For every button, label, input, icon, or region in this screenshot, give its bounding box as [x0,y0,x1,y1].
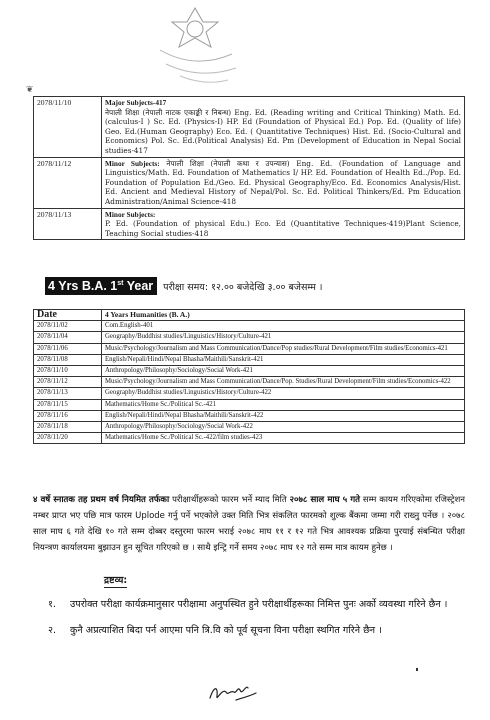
table-row [34,433,465,444]
table-row [34,332,465,343]
table-row [34,97,465,158]
university-seal-icon [140,4,250,88]
table-row [34,208,465,240]
table-row [34,399,465,410]
subjects-heading: Major Subjects-417 [105,98,167,107]
table-row [34,343,465,354]
signature-icon [208,680,258,706]
notes-heading: द्रष्टव्य: [104,575,128,586]
program-tag-main: 4 Yrs B.A. 1 [48,279,118,293]
schedule-table-main [33,309,465,444]
header-date: Date [34,310,102,321]
notice-bold-date: २०७८ साल माघ ५ गते [289,495,361,505]
subjects-cell [102,208,465,240]
date-cell: 2078/11/13 [34,388,102,399]
table-header-row [34,310,465,321]
program-tag [45,277,157,295]
subject-cell: Anthropology/Philosophy/Sociology/Social Work-422 [102,422,465,433]
date-cell: 2078/11/04 [34,332,102,343]
date-cell: 2078/11/02 [34,321,102,332]
program-tag-sup: st [117,279,124,287]
date-cell: 2078/11/10 [34,366,102,377]
table-row [34,377,465,388]
program-tag-year: Year [123,279,154,293]
table-row [34,366,465,377]
subject-cell: Com.English-401 [102,321,465,332]
subjects-text: नेपाली शिक्षा (नेपाली कथा र उपन्यास) Eng. Ed. (Foundation of Language and Linguistics/Math. Ed. Foundation of Mathematics I/ HP. Ed. Foundation of Health Ed../Pop. Ed. Foundation of Population Ed./Geo. Ed. Physical Geography/Eco. Ed. Economics Analysis/Hist. Ed. Ancient and Medieval History of Nepal/Pol. Sc. Ed. Political Thinkers/Ed. Pm Education Administration/Animal Science-418 [105,158,461,206]
table-row [34,422,465,433]
table-row [34,157,465,208]
notice-bold-lead: ४ वर्षे स्नातक तह प्रथम वर्ष नियमित तर्फका [33,495,170,505]
date-cell: 2078/11/16 [34,410,102,421]
notice-text-b: सम्म कायम गरिएकोमा रजिस्ट्रेशन नम्बर प्राप्त भए पछि मात्र फारम Uplode गर्नु पर्ने भएकोले उक्त मिति भित्र संकलित फारमको शुल्क बैंकमा जम्मा गरी राख्नु पर्नेछ । २०७८ साल माघ ६ गते देखि १० गते सम्म दोब्बर दस्तुरमा फारम भराई २०७८ माघ ११ र १२ गते भित्र आवश्यक प्रक्रिया पुरयाई संबन्धित परीक्षा नियन्त्रण कार्यालयमा बुझाउन हुन सूचित गरिएको छ । साथै इन्ट्रि गर्ने समय २०७८ माघ १२ गते सम्म मात्र कायम हुनेछ । [33,495,465,553]
list-text: कुनै अप्रत्याशित बिदा पर्न आएमा पनि त्रि.वि को पूर्व सूचना विना परीक्षा स्थगित गरिने छैन । [70,625,382,636]
list-item [48,596,458,614]
table-row [34,354,465,365]
list-text: उपरोक्त परीक्षा कार्यक्रमानुसार परीक्षामा अनुपस्थित हुने परीक्षार्थीहरूका निमित्त पुनः अर्को व्यवस्था गरिने छैन । [70,599,448,610]
subject-cell: English/Nepali/Hindi/Nepal Bhasha/Maithili/Sanskrit-422 [102,410,465,421]
table-row [34,410,465,421]
subjects-text: P. Ed. (Foundation of physical Edu.) Eco. Ed (Quantitative Techniques-419)Plant Science, Teaching Social studies-418 [105,219,461,238]
list-item [48,622,458,640]
subject-cell: Mathematics/Home Sc./Political Sc.-422/film studies-423 [102,433,465,444]
date-cell: 2078/11/06 [34,343,102,354]
header-program: 4 Years Humanities (B. A.) [102,310,465,321]
date-cell: 2078/11/12 [34,157,102,208]
exam-banner [45,277,323,295]
date-cell: 2078/11/20 [34,433,102,444]
subjects-cell [102,97,465,158]
subject-cell: English/Nepali/Hindi/Nepal Bhasha/Maithili/Sanskrit-421 [102,354,465,365]
table-row [34,388,465,399]
date-cell: 2078/11/10 [34,97,102,158]
schedule-table-top [33,96,465,240]
subject-cell: Music/Psychology/Journalism and Mass Communication/Dance/Pop. Studies/Rural Development/Film studies/Economics-422 [102,377,465,388]
table-body [34,321,465,444]
date-cell: 2078/11/13 [34,208,102,240]
stray-mark [416,668,418,671]
tick-mark-icon: ❦ [26,85,34,95]
date-cell: 2078/11/12 [34,377,102,388]
notice-paragraph [33,492,465,556]
subject-cell: Anthropology/Philosophy/Sociology/Social Work-421 [102,366,465,377]
list-number: १. [48,599,57,610]
subject-cell: Mathematics/Home Sc./Political Sc.-421 [102,399,465,410]
subject-cell: Music/Psychology/Journalism and Mass Communication/Dance/Pop studies/Rural Development/Film studies/Economics-421 [102,343,465,354]
date-cell: 2078/11/18 [34,422,102,433]
subjects-cell [102,157,465,208]
subject-cell: Geography/Buddhist studies/Linguistics/History/Culture-422 [102,388,465,399]
subjects-heading: Minor Subjects: [105,209,156,219]
notes-list [48,596,458,648]
exam-time: परीक्षा समय: १२.०० बजेदेखि ३.०० बजेसम्म । [163,281,323,293]
date-cell: 2078/11/08 [34,354,102,365]
subject-cell: Geography/Buddhist studies/Linguistics/History/Culture-421 [102,332,465,343]
subjects-heading: Minor Subjects: [105,158,160,168]
notice-text-a: परीक्षार्थीहरूको फारम भर्ने म्याद मिति [169,495,290,505]
subjects-text: नेपाली शिक्षा (नेपाली नाटक एकाङ्की र निबन्ध) Eng. Ed. (Reading writing and Critical Thinking) Math. Ed. (calculus-I ) Sc. Ed. (Physics-I) HP. Ed (Foundation of Physical Ed.) Pop. Ed. (Quality of life) Geo. Ed.(Human Geography) Eco. Ed. ( Quantitative Techniques) Hist. Ed. (Socio-Cultural and Economics) Pol. Sc. Ed.(Political Analysis) Ed. Pm (Development of Education in Nepal Social studies-417 [105,107,461,155]
date-cell: 2078/11/15 [34,399,102,410]
table-row [34,321,465,332]
list-number: २. [48,625,57,636]
